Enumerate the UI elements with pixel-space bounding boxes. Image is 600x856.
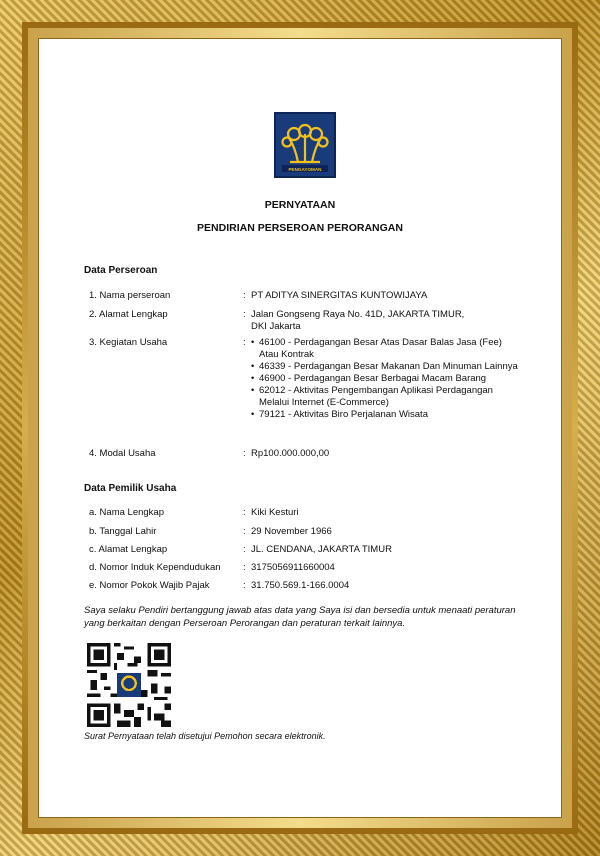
owner-nik-value: 3175056911660004 (251, 562, 335, 573)
section-owner-heading: Data Pemilik Usaha (84, 483, 177, 494)
company-capital-label: 4. Modal Usaha (89, 448, 156, 459)
activity-item: • 46900 - Perdagangan Besar Berbagai Macam Barang (251, 373, 521, 385)
company-name-label: 1. Nama perseroan (89, 290, 171, 301)
company-address-value: Jalan Gongseng Raya No. 41D, JAKARTA TIMUR, DKI Jakarta (251, 309, 465, 332)
qr-code-icon (87, 643, 171, 727)
owner-nik-label: d. Nomor Induk Kependudukan (89, 562, 221, 573)
activity-item: • 46339 - Perdagangan Besar Makanan Dan Minuman Lainnya (251, 361, 521, 373)
document-title: PERNYATAAN (264, 199, 336, 211)
certificate-paper: PENGAYOMAN PERNYATAAN PENDIRIAN PERSEROAN PERORANGAN Data Perseroan 1. Nama perseroan : PT ADITYA SINERGITAS KUNTOWIJAYA 2. Alamat Lengkap : Jalan Gongseng Raya No. 41D, JAKARTA TIMUR, DKI Jakarta 3. Kegiatan Usaha : • 46100 - Perdagangan Besar Atas Dasar Balas Jasa (Fee) Atau Kontrak • 46339 - Perdagangan Besar Makanan Dan Minuman Lainnya • 46900 - Perdagangan Besar Berbagai Macam Barang • 62012 - Aktivitas Pengembangan Aplikasi Perdagangan Melalui Internet (E-Commerce) • 79121 - Aktivitas Biro Perjalanan Wisata 4. Modal Usaha : Rp100.000.000,00 Data Pemilik Usaha a. Nama Lengkap : Kiki Kesturi b. Tanggal Lahir : 29 November 1966 c. Alamat Lengkap : JL. CENDANA, JAKARTA TIMUR d. Nomor Induk Kependudukan : 3175056911660004 e. Nomor Pokok Wajib Pajak : 31.750.569.1-166.0004 Saya selaku Pendiri bertanggung jawab atas data yang Saya isi dan bersedia untuk menaati peraturan yang berkaitan dengan Perseroan Perorangan dan peraturan terkait lainnya. Surat Pernyataan telah disetujui Pemohon secara elektronik. (38, 38, 562, 818)
declaration-statement: Saya selaku Pendiri bertanggung jawab atas data yang Saya isi dan bersedia untuk menaati peraturan yang berkaitan dengan Perseroan Perorangan dan peraturan terkait lainnya. (84, 605, 516, 629)
frame-inner-border (22, 22, 578, 834)
owner-npwp-label: e. Nomor Pokok Wajib Pajak (89, 580, 210, 591)
activity-list (251, 337, 521, 421)
activity-item: • 46100 - Perdagangan Besar Atas Dasar Balas Jasa (Fee) Atau Kontrak (251, 337, 521, 361)
section-company-heading: Data Perseroan (84, 265, 158, 276)
company-activity-label: 3. Kegiatan Usaha (89, 337, 168, 348)
pengayoman-logo-icon (274, 112, 336, 178)
owner-name-value: Kiki Kesturi (251, 507, 299, 518)
activity-item: • 62012 - Aktivitas Pengembangan Aplikasi Perdagangan Melalui Internet (E-Commerce) (251, 385, 521, 409)
company-address-label: 2. Alamat Lengkap (89, 309, 168, 320)
company-name-value: PT ADITYA SINERGITAS KUNTOWIJAYA (251, 290, 428, 301)
activity-item: • 79121 - Aktivitas Biro Perjalanan Wisata (251, 409, 521, 421)
owner-birth-value: 29 November 1966 (251, 526, 332, 537)
frame-mat (28, 28, 572, 828)
owner-npwp-value: 31.750.569.1-166.0004 (251, 580, 350, 591)
logo-text: PENGAYOMAN (288, 167, 322, 172)
document-subtitle: PENDIRIAN PERSEROAN PERORANGAN (197, 222, 403, 234)
owner-address-value: JL. CENDANA, JAKARTA TIMUR (251, 544, 392, 555)
owner-name-label: a. Nama Lengkap (89, 507, 164, 518)
owner-address-label: c. Alamat Lengkap (89, 544, 168, 555)
owner-birth-label: b. Tanggal Lahir (89, 526, 157, 537)
approval-note: Surat Pernyataan telah disetujui Pemohon secara elektronik. (84, 731, 326, 741)
company-capital-value: Rp100.000.000,00 (251, 448, 330, 459)
